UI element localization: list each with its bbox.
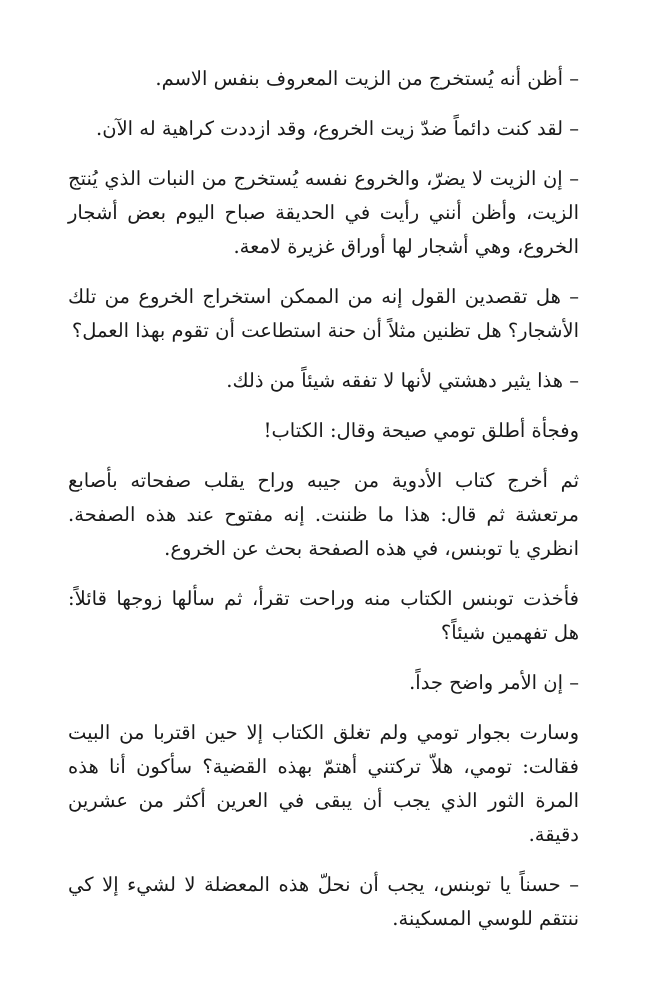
paragraph: – إن الزيت لا يضرّ، والخروع نفسه يُستخرج من النبات الذي يُنتج الزيت، وأظن أنني رأيت في الحديقة صباح اليوم بعض أشجار الخروع، وهي أشجار لها أوراق غزيرة لامعة. [68, 167, 579, 258]
paragraph: – أظن أنه يُستخرج من الزيت المعروف بنفس الاسم. [155, 67, 579, 90]
paragraph: وفجأة أطلق تومي صيحة وقال: الكتاب! [263, 419, 579, 442]
paragraph: ثم أخرج كتاب الأدوية من جيبه وراح يقلب صفحاته بأصابع مرتعشة ثم قال: هذا ما ظننت. إنه مفتوح عند هذه الصفحة. انظري يا توبنس، في هذه الصفحة بحث عن الخروع. [68, 469, 579, 560]
paragraph: – حسناً يا توبنس، يجب أن نحلّ هذه المعضلة لا لشيء إلا كي ننتقم للوسي المسكينة. [68, 873, 579, 930]
paragraph: – إن الأمر واضح جداً. [409, 671, 579, 694]
paragraph: – هذا يثير دهشتي لأنها لا تفقه شيئاً من ذلك. [226, 369, 579, 392]
paragraph: – هل تقصدين القول إنه من الممكن استخراج الخروع من تلك الأشجار؟ هل تظنين مثلاً أن حنة استطاعت أن تقوم بهذا العمل؟ [68, 285, 579, 342]
paragraph: فأخذت توبنس الكتاب منه وراحت تقرأ، ثم سألها زوجها قائلاً: هل تفهمين شيئاً؟ [68, 587, 579, 644]
paragraph: – لقد كنت دائماً ضدّ زيت الخروع، وقد ازددت كراهية له الآن. [96, 117, 579, 140]
paragraph: وسارت بجوار تومي ولم تغلق الكتاب إلا حين اقتربا من البيت فقالت: تومي، هلاّ تركتني أهتمّ بهذه القضية؟ سأكون أنا هذه المرة الثور الذي يجب أن يبقى في العرين أكثر من عشرين دقيقة. [68, 721, 579, 846]
